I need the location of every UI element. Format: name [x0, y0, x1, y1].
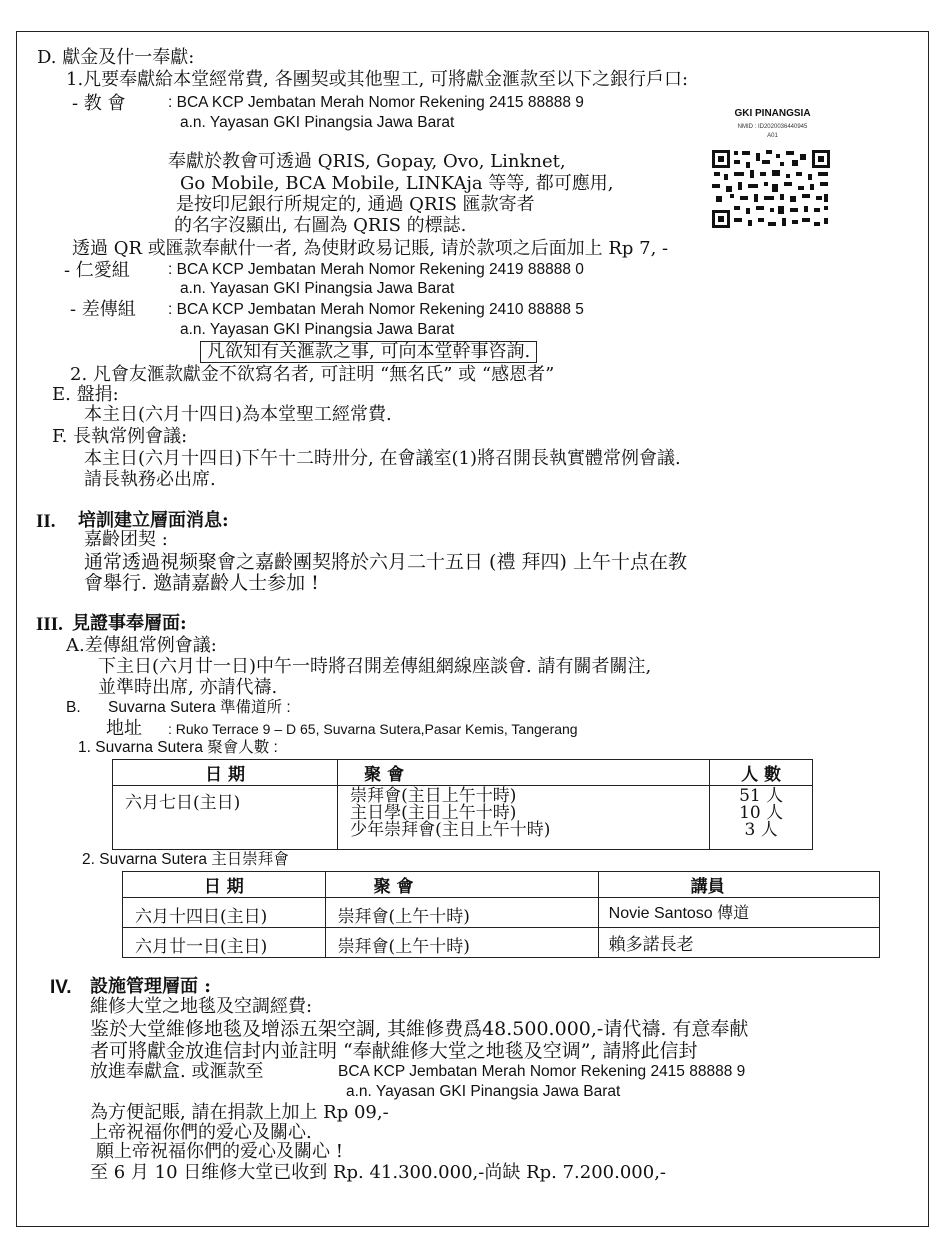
- section-iii-b-label: B.: [66, 699, 81, 716]
- section-iv-line1: 維修大堂之地毯及空調經費:: [90, 996, 313, 1017]
- section-iii-a-line1: 下主日(六月廿一日)中午一時將召開差傳組網線座談會. 請有關者關注,: [98, 656, 652, 677]
- table1-header-meeting: 聚 會: [338, 760, 710, 786]
- boxed-inquiry-note: 凡欲知有关滙款之事, 可向本堂幹事咨詢.: [200, 341, 537, 363]
- attendance-table: [112, 759, 813, 850]
- table-row: [123, 928, 880, 958]
- section-iii-number: III.: [36, 614, 63, 635]
- table2-date-1: 六月十四日(主日): [123, 898, 326, 928]
- section-e-heading: E. 盤捐:: [52, 384, 119, 405]
- qr-code-label: A01: [767, 133, 778, 139]
- table2-header-meeting: 聚 會: [325, 872, 598, 898]
- section-iv-line9: 至 6 月 10 日维修大堂已收到 Rp. 41.300.000,-尚缺 Rp. 7.200.000,-: [90, 1162, 666, 1183]
- qris-line-3: 是按印尼銀行所規定的, 通過 QRIS 匯款寄者: [176, 194, 535, 215]
- chuanchuan-account-name: a.n. Yayasan GKI Pinangsia Jawa Barat: [180, 321, 455, 338]
- address-value: : Ruko Terrace 9 – D 65, Suvarna Sutera,Pasar Kemis, Tangerang: [168, 721, 578, 737]
- section-ii-number: II.: [36, 511, 56, 532]
- qris-line-4: 的名字沒顯出, 右圖為 QRIS 的標誌.: [174, 215, 467, 236]
- table-row: [123, 898, 880, 928]
- section-iv-bank-account: BCA KCP Jembatan Merah Nomor Rekening 2415 88888 9: [338, 1063, 746, 1080]
- section-iv-line8: 願上帝祝福你們的爱心及關心 !: [96, 1141, 343, 1162]
- table1-meeting-3: 少年崇拜會(主日上午十時): [350, 820, 551, 840]
- renai-bank-account: : BCA KCP Jembatan Merah Nomor Rekening 2419 88888 0: [168, 261, 584, 278]
- section-iv-account-name: a.n. Yayasan GKI Pinangsia Jawa Barat: [346, 1083, 621, 1100]
- table2-meeting-2: 崇拜會(上午十時): [325, 928, 598, 958]
- table1-count-1: 51 人: [739, 786, 784, 806]
- table2-speaker-1: Novie Santoso 傳道: [598, 898, 879, 928]
- section-iii-heading: 見證事奉層面:: [72, 613, 187, 634]
- table1-meeting-2: 主日學(主日上午十時): [350, 803, 517, 823]
- church-label: - 教 會: [72, 93, 126, 114]
- table2-speaker-2: 賴多諾長老: [598, 928, 879, 958]
- section-ii-line2: 會舉行. 邀請嘉齡人士参加 !: [84, 572, 319, 594]
- table2-header-date: 日 期: [123, 872, 326, 898]
- section-iv-line2: 鉴於大堂維修地毯及增添五架空調, 其維修费爲48.500.000,-请代禱. 有意奉献: [90, 1018, 749, 1040]
- chuanchuan-bank-account: : BCA KCP Jembatan Merah Nomor Rekening 2410 88888 5: [168, 301, 584, 318]
- church-bank-account: : BCA KCP Jembatan Merah Nomor Rekening 2415 88888 9: [168, 94, 584, 111]
- section-d-item2: 2. 凡會友滙款獻金不欲寫名者, 可註明 “無名氏” 或 “感恩者”: [70, 364, 555, 385]
- table1-meeting-1: 崇拜會(主日上午十時): [350, 786, 517, 806]
- qris-line-2: Go Mobile, BCA Mobile, LINKAja 等等, 都可應用,: [180, 173, 614, 194]
- chuanchuan-label: - 差傳組: [70, 299, 136, 320]
- section-iv-line4: 放進奉獻盒. 或滙款至: [90, 1061, 264, 1082]
- sunday-service-table: [122, 871, 880, 958]
- section-iii-b-heading: Suvarna Sutera 準備道所 :: [108, 699, 291, 716]
- table1-count-2: 10 人: [739, 803, 784, 823]
- qris-qr-code: [710, 148, 832, 230]
- table1-header-date: 日 期: [113, 760, 338, 786]
- table2-header-speaker: 講員: [598, 872, 879, 898]
- qr-nmid: NMID : ID2020036440945: [737, 124, 808, 130]
- renai-label: - 仁愛組: [64, 260, 130, 281]
- section-iv-number: IV.: [50, 977, 72, 998]
- church-account-name: a.n. Yayasan GKI Pinangsia Jawa Barat: [180, 114, 455, 131]
- qr-tithe-note: 透過 QR 或匯款奉献什一者, 為使財政易记賬, 请於款项之后面加上 Rp 7, -: [72, 238, 669, 259]
- section-iv-line6: 為方便記賬, 請在捐款上加上 Rp 09,-: [90, 1102, 389, 1123]
- section-f-line2: 請長執務必出席.: [84, 469, 216, 490]
- section-ii-sub: 嘉齡团契 :: [84, 529, 168, 550]
- table1-header-count: 人 數: [710, 760, 813, 786]
- section-iv-line7: 上帝祝福你們的爱心及關心.: [90, 1122, 312, 1143]
- section-d-item1: 1.凡要奉獻給本堂經常費, 各團契或其他聖工, 可將獻金滙款至以下之銀行戶口:: [66, 69, 689, 90]
- section-iv-line3: 者可將獻金放進信封内並註明 “奉献維修大堂之地毯及空调”, 請將此信封: [90, 1040, 698, 1062]
- section-e-line: 本主日(六月十四日)為本堂聖工經常費.: [84, 404, 392, 425]
- section-ii-line1: 通常透過視频聚會之嘉齡團契將於六月二十五日 (禮 拜四) 上午十点在教: [84, 551, 687, 573]
- section-iii-a-heading: A.差傳組常例會議:: [66, 635, 217, 656]
- section-iv-heading: 設施管理層面 :: [90, 976, 211, 997]
- table1-date: 六月七日(主日): [113, 786, 338, 850]
- table1-count-3: 3 人: [744, 820, 778, 840]
- section-iii-a-line2: 並準時出席, 亦請代禱.: [98, 677, 278, 698]
- table2-date-2: 六月廿一日(主日): [123, 928, 326, 958]
- table1-title: 1. Suvarna Sutera 聚會人數 :: [78, 739, 278, 756]
- address-label: 地址: [106, 718, 142, 739]
- section-ii-heading: 培訓建立層面消息:: [78, 510, 229, 531]
- qris-line-1: 奉獻於教會可透過 QRIS, Gopay, Ovo, Linknet,: [168, 151, 566, 172]
- section-f-heading: F. 長執常例會議:: [52, 426, 188, 447]
- table-row: [113, 786, 813, 850]
- qr-title: GKI PINANGSIA: [734, 108, 811, 119]
- table2-title: 2. Suvarna Sutera 主日崇拜會: [82, 851, 289, 868]
- section-f-line1: 本主日(六月十四日)下午十二時卅分, 在會議室(1)將召開長執實體常例會議.: [84, 448, 681, 469]
- section-d-heading: D. 獻金及什一奉獻:: [37, 47, 195, 68]
- renai-account-name: a.n. Yayasan GKI Pinangsia Jawa Barat: [180, 280, 455, 297]
- table2-meeting-1: 崇拜會(上午十時): [325, 898, 598, 928]
